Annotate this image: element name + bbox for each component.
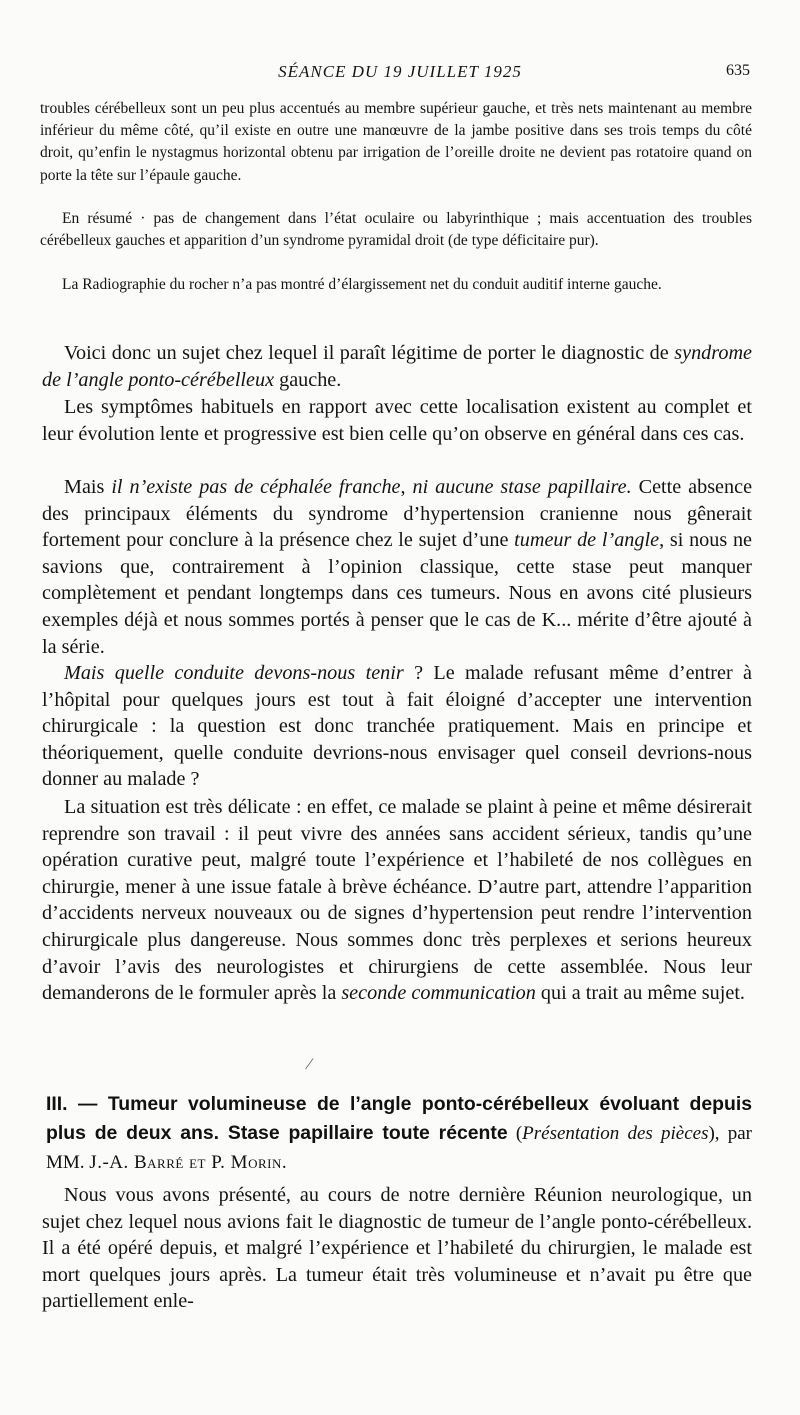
page-number: 635 — [726, 62, 750, 79]
clinical-findings-paragraph: troubles cérébelleux sont un peu plus accentués au membre supérieur gauche, et très nets maintenant au membre inférieur du même côté, qu’il existe en outre une manœuvre de la jambe positive dans ses trois temps du côté droit, qu’enfin le nystagmus horizontal obtenu par irrigation de l’oreille droite ne devient pas rotatoire quand on porte la tête sur l’épaule gauche. — [40, 100, 752, 184]
text-run: Voici donc un sujet chez lequel il paraît légitime de porter le diagnostic de — [64, 342, 675, 364]
diagnosis-paragraph — [42, 340, 752, 393]
separator-mark: ⁄ — [308, 1056, 311, 1073]
section-presentation: Présentation des pièces — [522, 1123, 709, 1144]
text-run: , — [400, 476, 413, 498]
section-paren-open: ( — [507, 1123, 523, 1144]
text-run: Mais — [64, 476, 112, 498]
section-number: III. — [46, 1093, 68, 1115]
text-run: ? Le malade refusant même d’entrer à l’hôpital pour quelques jours est tout à fait éloigné d’accepter une intervention chirurgicale : la question est donc tranchée pratiquement. Mais en principe et théoriquement, quelle conduite devrions-nous envisager quel conseil devrions-nous donner au malade ? — [42, 662, 752, 791]
emphasis-stase: ni aucune stase papillaire. — [412, 476, 632, 498]
section-authors: J.-A. Barré et P. Morin. — [89, 1152, 288, 1173]
conduct-paragraph — [42, 660, 752, 793]
section-title: Tumeur volumineuse de l’angle ponto-cérébelleux évoluant depuis plus de deux ans. Stase papillaire toute récente — [46, 1093, 753, 1144]
summary-paragraph: En résumé · pas de changement dans l’état oculaire ou labyrinthique ; mais accentuation des troubles cérébelleux gauches et apparition d’un syndrome pyramidal droit (de type déficitaire pur). — [40, 210, 752, 250]
emphasis-tumeur: tumeur de l’angle — [514, 529, 660, 552]
running-title: SÉANCE DU 19 JUILLET 1925 — [278, 62, 522, 81]
emphasis-question: Mais quelle conduite devons-nous tenir — [64, 662, 404, 684]
syndrome-term: syndrome de l’angle ponto-cérébelleux — [42, 342, 752, 391]
text-run: qui a trait au même sujet. — [535, 982, 745, 1005]
page-header — [40, 62, 760, 86]
emphasis-cephalee: il n’existe pas de céphalée franche — [111, 476, 401, 498]
section-heading — [46, 1090, 752, 1177]
radiography-paragraph: La Radiographie du rocher n’a pas montré d’élargissement net du conduit auditif interne gauche. — [62, 276, 662, 293]
section-byline: ), par MM. — [46, 1123, 753, 1173]
text-run: Cette absence des principaux éléments du syndrome d’hypertension cranienne nous gênerait fortement pour conclure à la présence chez le sujet d’une — [42, 476, 753, 552]
text-run: La situation est très délicate : en effet, ce malade se plaint à peine et même désirerait reprendre son travail : il peut vivre des années sans accident sérieux, tandis qu’une opération curative peut, malgré toute l’expérience et l’habileté de nos collègues en chirurgie, mener à une issue fatale à brève échéance. D’autre part, attendre l’apparition d’accidents nerveux nouveaux ou de signes d’hypertension peut rendre l’intervention chirurgicale plus dangereuse. Nous sommes donc très perplexes et serions heureux d’avoir l’avis des neurologistes et chirurgiens de cette assemblée. Nous leur demanderons de le formuler après la — [42, 796, 752, 1005]
section-dash: — — [67, 1093, 108, 1115]
text-run: , si nous ne savions que, contrairement à l’opinion classique, cette stase peut manquer complètement et pendant longtemps dans ces tumeurs. Nous en avons cité plusieurs exemples déjà et nous sommes portés à penser que le cas de K... mérite d’être ajouté à la série. — [42, 529, 753, 658]
emphasis-communication: seconde communication — [341, 982, 536, 1005]
presentation-paragraph: Nous vous avons présenté, au cours de notre dernière Réunion neurologique, un sujet chez lequel nous avions fait le diagnostic de tumeur de l’angle ponto-cérébelleux. Il a été opéré depuis, et malgré l’expérience et l’habileté du chirurgien, le malade est mort quelques jours après. La tumeur était très volumineuse et n’avait pu être que partiellement enle- — [42, 1184, 752, 1313]
symptoms-paragraph: Les symptômes habituels en rapport avec cette localisation existent au complet et leur évolution lente et progressive est bien celle qu’on observe en général dans ces cas. — [42, 396, 752, 445]
stase-paragraph — [42, 474, 752, 660]
situation-paragraph — [42, 794, 752, 1007]
text-run: gauche. — [274, 368, 342, 391]
